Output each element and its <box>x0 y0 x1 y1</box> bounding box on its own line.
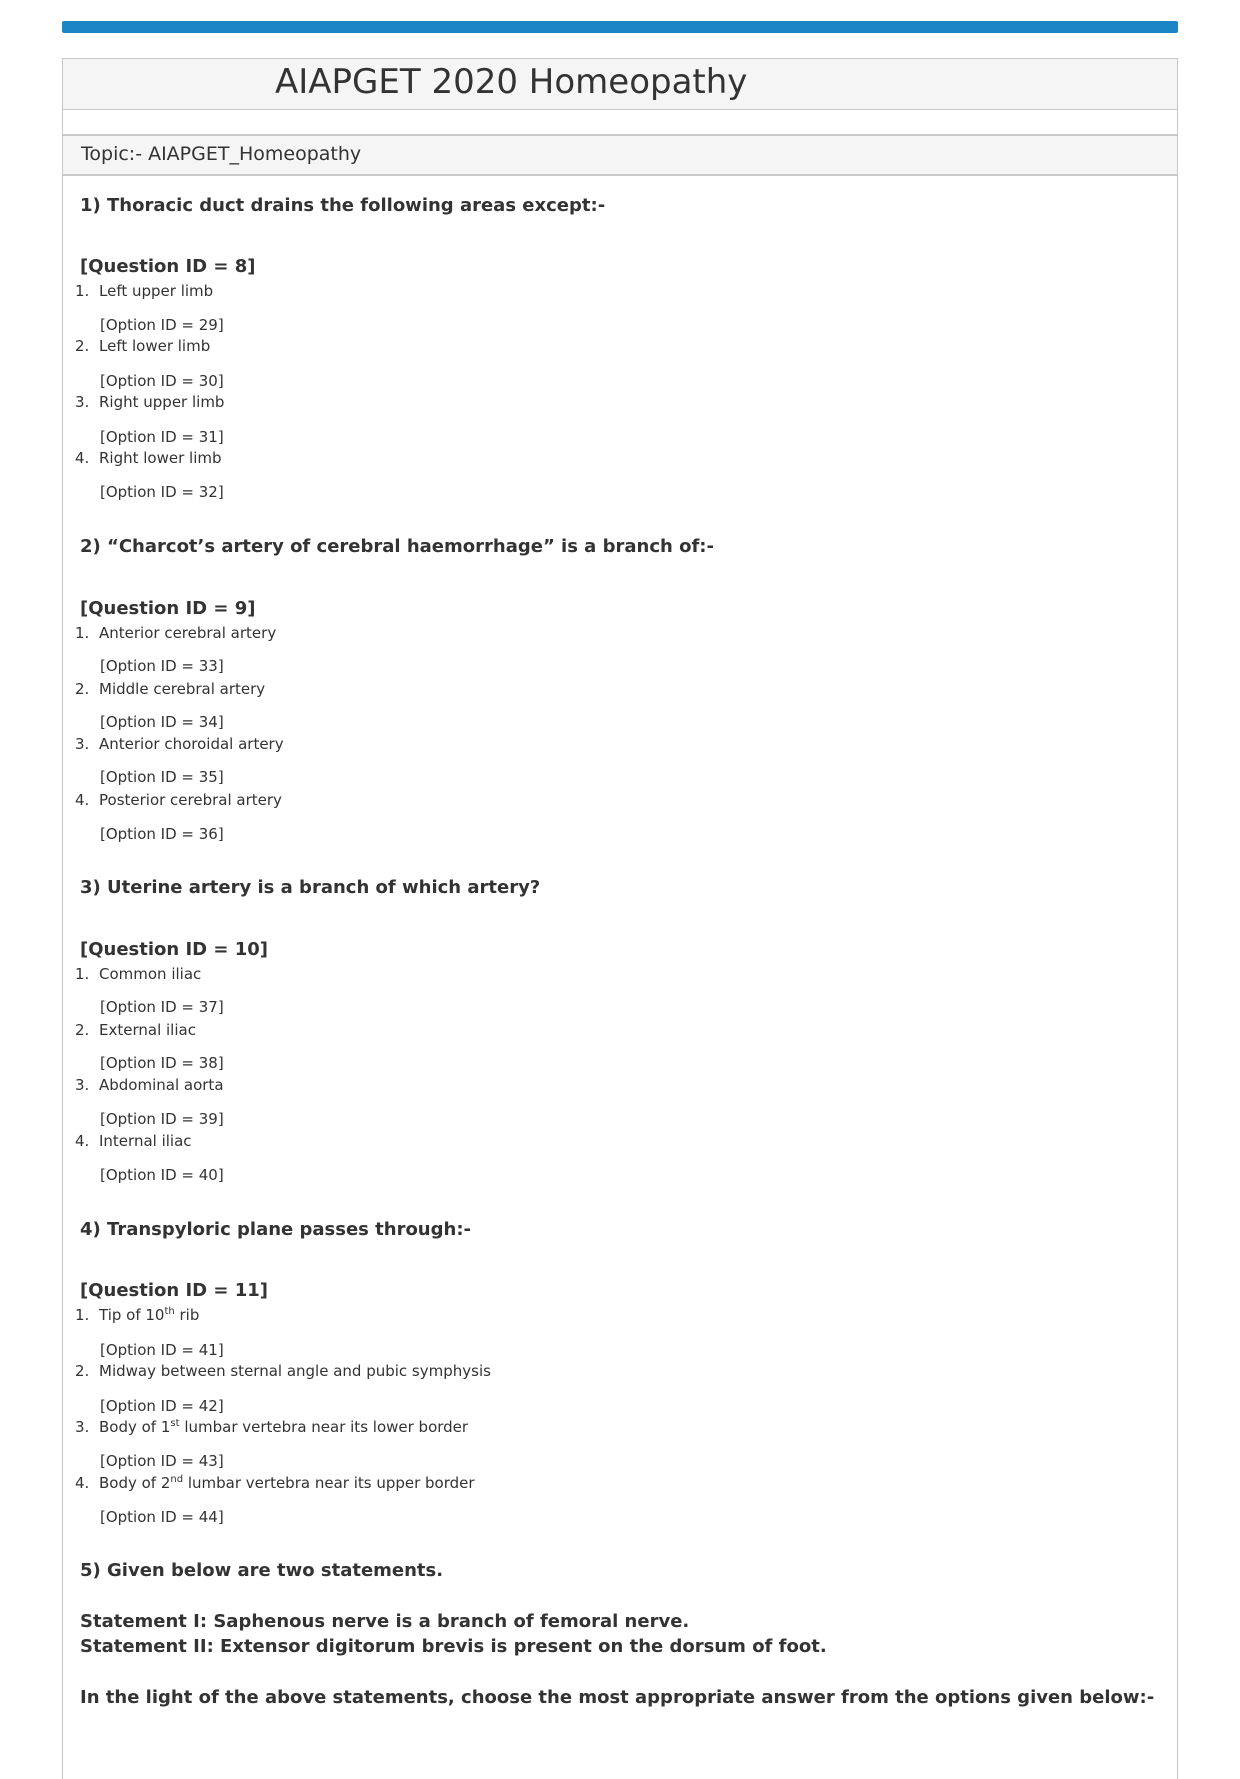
question-5-instruction: In the light of the above statements, choose the most appropriate answer from the options given below:- <box>80 1687 1155 1708</box>
question-4-option-4-id: [Option ID = 44] <box>100 1508 224 1526</box>
document-frame <box>62 58 1178 1779</box>
question-5-text: 5) Given below are two statements. <box>80 1560 444 1581</box>
question-2-option-1: 1. Anterior cerebral artery <box>75 624 277 642</box>
question-3-option-2-id: [Option ID = 38] <box>100 1054 224 1072</box>
question-3-id: [Question ID = 10] <box>80 939 269 960</box>
question-1-id: [Question ID = 8] <box>80 256 256 277</box>
question-2-text: 2) “Charcot’s artery of cerebral haemorrhage” is a branch of:- <box>80 536 714 557</box>
question-2-option-1-id: [Option ID = 33] <box>100 657 224 675</box>
question-2-option-4-id: [Option ID = 36] <box>100 825 224 843</box>
page-title: AIAPGET 2020 Homeopathy <box>275 62 748 102</box>
question-1-option-4-id: [Option ID = 32] <box>100 483 224 501</box>
question-3-option-1: 1. Common iliac <box>75 965 202 983</box>
top-accent-bar <box>62 21 1178 33</box>
question-2-option-3-id: [Option ID = 35] <box>100 768 224 786</box>
question-3-option-4-id: [Option ID = 40] <box>100 1166 224 1184</box>
question-2-option-2: 2. Middle cerebral artery <box>75 680 266 698</box>
question-4-option-3-id: [Option ID = 43] <box>100 1452 224 1470</box>
header-spacer <box>63 110 1177 136</box>
question-4-option-1: 1. Tip of 10th rib <box>75 1306 200 1324</box>
question-1-option-3-id: [Option ID = 31] <box>100 428 224 446</box>
question-3-text: 3) Uterine artery is a branch of which artery? <box>80 877 541 898</box>
question-2-id: [Question ID = 9] <box>80 598 256 619</box>
question-3-option-3-id: [Option ID = 39] <box>100 1110 224 1128</box>
question-4-option-3: 3. Body of 1st lumbar vertebra near its lower border <box>75 1418 469 1436</box>
question-1-option-2-id: [Option ID = 30] <box>100 372 224 390</box>
question-3-option-4: 4. Internal iliac <box>75 1132 192 1150</box>
question-1-text: 1) Thoracic duct drains the following areas except:- <box>80 195 606 216</box>
question-4-text: 4) Transpyloric plane passes through:- <box>80 1219 471 1240</box>
question-4-id: [Question ID = 11] <box>80 1280 269 1301</box>
question-2-option-3: 3. Anterior choroidal artery <box>75 735 284 753</box>
question-3-option-3: 3. Abdominal aorta <box>75 1076 224 1094</box>
question-1-option-4: 4. Right lower limb <box>75 449 222 467</box>
question-1-option-1-id: [Option ID = 29] <box>100 316 224 334</box>
question-1-option-2: 2. Left lower limb <box>75 337 211 355</box>
statement-2: Statement II: Extensor digitorum brevis is present on the dorsum of foot. <box>80 1636 827 1657</box>
question-4-option-1-id: [Option ID = 41] <box>100 1341 224 1359</box>
question-4-option-2: 2. Midway between sternal angle and pubic symphysis <box>75 1362 491 1380</box>
statement-1: Statement I: Saphenous nerve is a branch of femoral nerve. <box>80 1611 690 1632</box>
question-3-option-1-id: [Option ID = 37] <box>100 998 224 1016</box>
question-1-option-3: 3. Right upper limb <box>75 393 225 411</box>
topic-header <box>63 136 1177 176</box>
title-header <box>63 59 1177 110</box>
topic-label: Topic:- AIAPGET_Homeopathy <box>81 143 362 165</box>
question-3-option-2: 2. External iliac <box>75 1021 196 1039</box>
question-2-option-4: 4. Posterior cerebral artery <box>75 791 282 809</box>
question-1-option-1: 1. Left upper limb <box>75 282 214 300</box>
question-4-option-4: 4. Body of 2nd lumbar vertebra near its upper border <box>75 1474 475 1492</box>
question-4-option-2-id: [Option ID = 42] <box>100 1397 224 1415</box>
question-2-option-2-id: [Option ID = 34] <box>100 713 224 731</box>
